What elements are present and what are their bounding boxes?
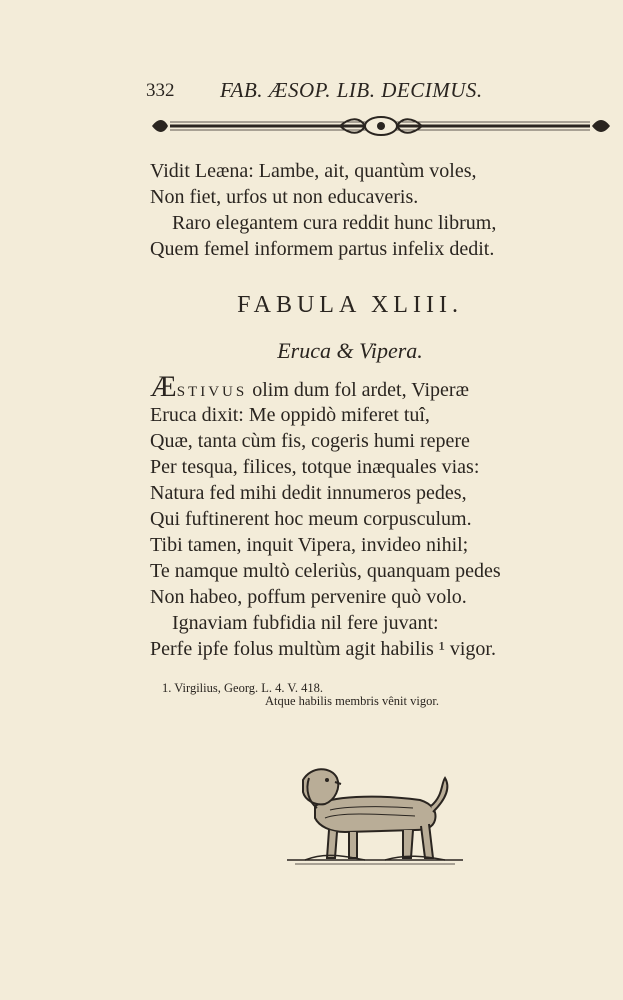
verse-line: Eruca dixit: Me oppidò miferet tuî,: [150, 404, 430, 426]
verse-line: Quæ, tanta cùm fis, cogeris humi repere: [150, 430, 470, 452]
verse-line: Per tesqua, filices, totque inæquales vias:: [150, 456, 480, 478]
verse-line: Te namque multò celeriùs, quanquam pedes: [150, 560, 501, 582]
moral-line: Ignaviam fubfidia nil fere juvant:: [172, 612, 439, 634]
verse-line-rest: olim dum fol ardet, Viperæ: [247, 379, 469, 401]
moral-line: Perfe ipfe folus multùm agit habilis ¹ vigor.: [150, 638, 496, 660]
fable-subtitle: Eruca & Vipera.: [277, 338, 423, 363]
verse-line: Natura fed mihi dedit innumeros pedes,: [150, 482, 467, 504]
drop-cap: Æ: [150, 370, 177, 403]
verse-line: Qui fuftinerent hoc meum corpusculum.: [150, 508, 472, 530]
verse-line: Quem femel informem partus infelix dedit.: [150, 238, 495, 260]
verse-line: Vidit Leæna: Lambe, ait, quantùm voles,: [150, 160, 477, 182]
verse-line: Non habeo, poffum pervenire quò volo.: [150, 586, 467, 608]
footnote-reference: 1. Virgilius, Georg. L. 4. V. 418.: [162, 681, 323, 695]
fable-title: FABULA XLIII.: [237, 292, 463, 318]
running-title: FAB. ÆSOP. LIB. DECIMUS.: [220, 78, 483, 102]
first-verse-line: [150, 370, 469, 405]
small-caps-word: STIVUS: [176, 384, 248, 400]
verse-line: Non fiet, urfos ut non educaveris.: [150, 186, 419, 208]
page-number: 332: [146, 80, 175, 101]
footnote-quote: Atque habilis membris vênit vigor.: [265, 694, 439, 708]
verse-line: Raro elegantem cura reddit hunc librum,: [172, 212, 497, 234]
verse-line: Tibi tamen, inquit Vipera, invideo nihil;: [150, 534, 469, 556]
ornamental-rule-icon: [150, 115, 612, 137]
dog-vignette-icon: [285, 760, 465, 870]
page-header: [146, 78, 546, 108]
